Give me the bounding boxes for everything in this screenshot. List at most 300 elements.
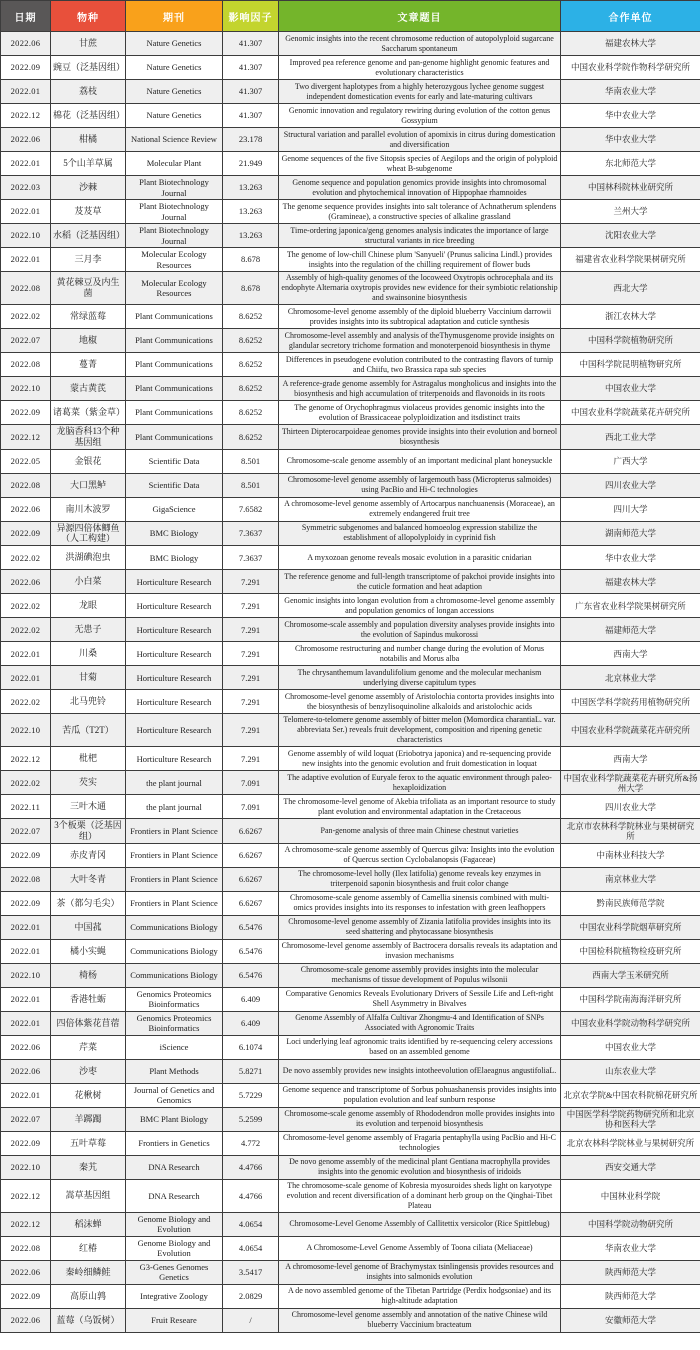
title-cell: Chromosome-level genome assembly of the diploid blueberry Vaccinium darrowii provides insights into its subtropical adaptation and cuticle synthesis: [279, 305, 561, 329]
journal-cell: Genomics Proteomics Bioinformatics: [126, 987, 223, 1011]
institute-cell: 中南林业科技大学: [561, 843, 700, 867]
institute-cell: 西安交通大学: [561, 1155, 700, 1179]
date-cell: 2022.01: [1, 666, 51, 690]
table-row: [1, 1236, 700, 1260]
table-row: [1, 329, 700, 353]
title-cell: Genome sequences of the five Sitopsis species of Aegilops and the origin of polyploid wheat B-subgenome: [279, 152, 561, 176]
date-cell: 2022.07: [1, 819, 51, 844]
impact-cell: 13.263: [223, 200, 279, 224]
table-row: [1, 425, 700, 450]
table-row: [1, 891, 700, 915]
table-row: [1, 618, 700, 642]
journal-cell: BMC Biology: [126, 521, 223, 546]
date-cell: 2022.07: [1, 1107, 51, 1131]
title-cell: Chromosome-level genome assembly of largemouth bass (Micropterus salmoides) using PacBio and Hi-C technologies: [279, 473, 561, 497]
institute-cell: 兰州大学: [561, 200, 700, 224]
institute-cell: 华中农业大学: [561, 546, 700, 570]
table-row: [1, 305, 700, 329]
journal-cell: Plant Methods: [126, 1059, 223, 1083]
institute-cell: 福建师范大学: [561, 618, 700, 642]
journal-cell: Horticulture Research: [126, 714, 223, 747]
title-cell: Thirteen Dipterocarpoideae genomes provide insights into their evolution and borneol biosynthesis: [279, 425, 561, 450]
journal-cell: Frontiers in Plant Science: [126, 819, 223, 844]
table-row: [1, 224, 700, 248]
impact-cell: 7.091: [223, 771, 279, 795]
date-cell: 2022.02: [1, 771, 51, 795]
institute-cell: 华南农业大学: [561, 1236, 700, 1260]
species-cell: 金银花: [51, 449, 126, 473]
date-cell: 2022.01: [1, 1011, 51, 1035]
species-cell: 棉花（泛基因组）: [51, 104, 126, 128]
title-cell: Chromosome-level genome assembly of Fragaria pentaphylla using PacBio and Hi-C technologies: [279, 1131, 561, 1155]
journal-cell: Plant Communications: [126, 425, 223, 450]
date-cell: 2022.08: [1, 353, 51, 377]
institute-cell: 北京农学院&中国农科院棉花研究所: [561, 1083, 700, 1107]
impact-cell: 6.409: [223, 1011, 279, 1035]
institute-cell: 中国科学院植物研究所: [561, 329, 700, 353]
title-cell: The chrysanthemum lavandulifolium genome and the molecular mechanism underlying diverse capitulum types: [279, 666, 561, 690]
impact-cell: 7.291: [223, 570, 279, 594]
date-cell: 2022.07: [1, 329, 51, 353]
impact-cell: 7.291: [223, 747, 279, 771]
date-cell: 2022.01: [1, 152, 51, 176]
species-cell: 豌豆（泛基因组）: [51, 56, 126, 80]
date-cell: 2022.02: [1, 546, 51, 570]
title-cell: Genomic innovation and regulatory rewiring during evolution of the cotton genus Gossypium: [279, 104, 561, 128]
institute-cell: 中国科学院动物研究所: [561, 1212, 700, 1236]
table-row: [1, 987, 700, 1011]
institute-cell: 四川农业大学: [561, 795, 700, 819]
species-cell: 赤皮青冈: [51, 843, 126, 867]
impact-cell: 5.7229: [223, 1083, 279, 1107]
title-cell: Chromosome-Level Genome Assembly of Callitettix versicolor (Rice Spittlebug): [279, 1212, 561, 1236]
impact-cell: 6.409: [223, 987, 279, 1011]
title-cell: The chromosome-level genome of Akebia trifoliata as an important resource to study plant evolution and environmental adaptation in the Cretaceous: [279, 795, 561, 819]
impact-cell: 8.501: [223, 473, 279, 497]
table-row: [1, 963, 700, 987]
date-cell: 2022.09: [1, 56, 51, 80]
journal-cell: Communications Biology: [126, 939, 223, 963]
table-row: [1, 1260, 700, 1284]
journal-cell: Nature Genetics: [126, 32, 223, 56]
table-row: [1, 401, 700, 425]
impact-cell: 41.307: [223, 104, 279, 128]
impact-cell: 4.0654: [223, 1212, 279, 1236]
table-row: [1, 666, 700, 690]
date-cell: 2022.06: [1, 1308, 51, 1332]
institute-cell: 西南大学玉米研究所: [561, 963, 700, 987]
impact-cell: 6.1074: [223, 1035, 279, 1059]
journal-cell: Horticulture Research: [126, 618, 223, 642]
title-cell: The chromosome-scale genome of Kobresia myosuroides sheds light on karyotype evolution and recent diversification of a dominant herb group on the Qinghai-Tibet Plateau: [279, 1179, 561, 1212]
title-cell: De novo assembly provides new insights intotheevolution ofElaeagnus angustifoliaL.: [279, 1059, 561, 1083]
journal-cell: Fruit Researe: [126, 1308, 223, 1332]
journal-cell: BMC Biology: [126, 546, 223, 570]
title-cell: Chromosome-level assembly and analysis of theThymusgenome provide insights on glandular secretory trichome formation and monoterpenoid biosynthesis in thyme: [279, 329, 561, 353]
journal-cell: Plant Communications: [126, 353, 223, 377]
table-row: [1, 939, 700, 963]
journal-cell: Integrative Zoology: [126, 1284, 223, 1308]
institute-cell: 中国科学院昆明植物研究所: [561, 353, 700, 377]
species-cell: 川桑: [51, 642, 126, 666]
species-cell: 常绿蓝莓: [51, 305, 126, 329]
institute-cell: 黔南民族师范学院: [561, 891, 700, 915]
date-cell: 2022.06: [1, 128, 51, 152]
impact-cell: 8.6252: [223, 305, 279, 329]
date-cell: 2022.09: [1, 401, 51, 425]
journal-cell: DNA Research: [126, 1155, 223, 1179]
table-row: [1, 1179, 700, 1212]
species-cell: 地椒: [51, 329, 126, 353]
date-cell: 2022.01: [1, 915, 51, 939]
institute-cell: 四川农业大学: [561, 473, 700, 497]
table-row: [1, 1155, 700, 1179]
institute-cell: 西南大学: [561, 747, 700, 771]
species-cell: 高原山鹑: [51, 1284, 126, 1308]
date-cell: 2022.12: [1, 425, 51, 450]
col-header-journal: 期刊: [126, 1, 223, 32]
species-cell: 香港牡蛎: [51, 987, 126, 1011]
date-cell: 2022.09: [1, 521, 51, 546]
date-cell: 2022.12: [1, 1212, 51, 1236]
impact-cell: 4.0654: [223, 1236, 279, 1260]
date-cell: 2022.08: [1, 1236, 51, 1260]
title-cell: Chromosome-level genome assembly and annotation of the native Chinese wild blueberry Vaccinium bracteatum: [279, 1308, 561, 1332]
journal-cell: Molecular Plant: [126, 152, 223, 176]
table-row: [1, 747, 700, 771]
impact-cell: 4.4766: [223, 1155, 279, 1179]
title-cell: A reference-grade genome assembly for Astragalus mongholicus and insights into the biosynthesis and high accumulation of triterpenoids and flavonoids in its roots: [279, 377, 561, 401]
journal-cell: Frontiers in Plant Science: [126, 867, 223, 891]
date-cell: 2022.09: [1, 843, 51, 867]
title-cell: Loci underlying leaf agronomic traits identified by re-sequencing celery accessions based on an assembled genome: [279, 1035, 561, 1059]
journal-cell: Communications Biology: [126, 963, 223, 987]
institute-cell: 福建农林大学: [561, 32, 700, 56]
impact-cell: 41.307: [223, 56, 279, 80]
impact-cell: 7.291: [223, 594, 279, 618]
date-cell: 2022.08: [1, 473, 51, 497]
date-cell: 2022.11: [1, 795, 51, 819]
journal-cell: Plant Biotechnology Journal: [126, 224, 223, 248]
impact-cell: 8.6252: [223, 377, 279, 401]
journal-cell: Plant Communications: [126, 305, 223, 329]
impact-cell: 5.8271: [223, 1059, 279, 1083]
institute-cell: 北京农林科学院林业与果树研究所: [561, 1131, 700, 1155]
title-cell: The adaptive evolution of Euryale ferox to the aquatic environment through paleo-hexaploidization: [279, 771, 561, 795]
species-cell: 3个板栗（泛基因组）: [51, 819, 126, 844]
species-cell: 蓝莓（乌饭树）: [51, 1308, 126, 1332]
institute-cell: 中国检科院植物检疫研究所: [561, 939, 700, 963]
table-row: [1, 377, 700, 401]
impact-cell: 6.5476: [223, 915, 279, 939]
impact-cell: 8.678: [223, 248, 279, 272]
impact-cell: 7.291: [223, 690, 279, 714]
journal-cell: Horticulture Research: [126, 666, 223, 690]
title-cell: Symmetric subgenomes and balanced homoeolog expression stabilize the establishment of allopolyploidy in cyprinid fish: [279, 521, 561, 546]
title-cell: Chromosome-level genome assembly of Zizania latifolia provides insights into its seed shattering and phytocassane biosynthesis: [279, 915, 561, 939]
date-cell: 2022.10: [1, 963, 51, 987]
title-cell: Genome sequence and transcriptome of Sorbus pohuashanensis provides insights into population evolution and leaf sunburn response: [279, 1083, 561, 1107]
impact-cell: 8.6252: [223, 353, 279, 377]
table-row: [1, 353, 700, 377]
institute-cell: 北京林业大学: [561, 666, 700, 690]
impact-cell: 7.291: [223, 714, 279, 747]
col-header-species: 物种: [51, 1, 126, 32]
impact-cell: /: [223, 1308, 279, 1332]
impact-cell: 6.5476: [223, 963, 279, 987]
journal-cell: BMC Plant Biology: [126, 1107, 223, 1131]
institute-cell: 北京市农林科学院林业与果树研究所: [561, 819, 700, 844]
journal-cell: Plant Biotechnology Journal: [126, 200, 223, 224]
institute-cell: 中国农业科学院蔬菜花卉研究所: [561, 714, 700, 747]
impact-cell: 5.2599: [223, 1107, 279, 1131]
table-row: [1, 176, 700, 200]
impact-cell: 6.5476: [223, 939, 279, 963]
table-row: [1, 56, 700, 80]
impact-cell: 21.949: [223, 152, 279, 176]
date-cell: 2022.01: [1, 80, 51, 104]
impact-cell: 7.6582: [223, 497, 279, 521]
species-cell: 红椿: [51, 1236, 126, 1260]
species-cell: 花楸树: [51, 1083, 126, 1107]
journal-cell: Frontiers in Plant Science: [126, 843, 223, 867]
journal-cell: Nature Genetics: [126, 56, 223, 80]
journal-cell: iScience: [126, 1035, 223, 1059]
journal-cell: GigaScience: [126, 497, 223, 521]
species-cell: 大口黑鲈: [51, 473, 126, 497]
species-cell: 枇杷: [51, 747, 126, 771]
title-cell: Assembly of high-quality genomes of the locoweed Oxytropis ochrocephala and its endophyte Alternaria oxytropis provides new evidence for their symbiotic relationship and swainsonine biosynthesis: [279, 272, 561, 305]
impact-cell: 8.6252: [223, 401, 279, 425]
table-row: [1, 1131, 700, 1155]
journal-cell: Plant Communications: [126, 377, 223, 401]
impact-cell: 7.091: [223, 795, 279, 819]
institute-cell: 浙江农林大学: [561, 305, 700, 329]
header-row: [1, 1, 700, 32]
institute-cell: 广西大学: [561, 449, 700, 473]
date-cell: 2022.06: [1, 1059, 51, 1083]
impact-cell: 7.3637: [223, 521, 279, 546]
journal-cell: Nature Genetics: [126, 104, 223, 128]
title-cell: Pan-genome analysis of three main Chinese chestnut varieties: [279, 819, 561, 844]
journal-cell: Frontiers in Plant Science: [126, 891, 223, 915]
table-row: [1, 690, 700, 714]
table-row: [1, 104, 700, 128]
title-cell: Chromosome-scale genome assembly of Camellia sinensis combined with multi-omics provides insights into its responses to infestation with green leafhoppers: [279, 891, 561, 915]
table-row: [1, 546, 700, 570]
title-cell: Chromosome-scale genome assembly provides insights into the molecular mechanisms of tissue development of Populus wilsonii: [279, 963, 561, 987]
table-row: [1, 1284, 700, 1308]
date-cell: 2022.02: [1, 690, 51, 714]
institute-cell: 西北大学: [561, 272, 700, 305]
species-cell: 苦瓜（T2T）: [51, 714, 126, 747]
species-cell: 稻沫蝉: [51, 1212, 126, 1236]
journal-cell: Molecular Ecology Resources: [126, 248, 223, 272]
journal-cell: Horticulture Research: [126, 690, 223, 714]
date-cell: 2022.06: [1, 32, 51, 56]
species-cell: 三叶木通: [51, 795, 126, 819]
title-cell: Time-ordering japonica/geng genomes analysis indicates the importance of large structural variants in rice breeding: [279, 224, 561, 248]
species-cell: 无患子: [51, 618, 126, 642]
date-cell: 2022.02: [1, 594, 51, 618]
date-cell: 2022.01: [1, 642, 51, 666]
species-cell: 荔枝: [51, 80, 126, 104]
table-row: [1, 1035, 700, 1059]
date-cell: 2022.10: [1, 377, 51, 401]
species-cell: 水稻（泛基因组）: [51, 224, 126, 248]
date-cell: 2022.06: [1, 570, 51, 594]
journal-cell: Molecular Ecology Resources: [126, 272, 223, 305]
species-cell: 异源四倍体鲫鱼（人工构建）: [51, 521, 126, 546]
species-cell: 芹菜: [51, 1035, 126, 1059]
journal-cell: Horticulture Research: [126, 642, 223, 666]
table-row: [1, 795, 700, 819]
title-cell: Structural variation and parallel evolution of apomixis in citrus during domestication and diversification: [279, 128, 561, 152]
title-cell: The genome sequence provides insights into salt tolerance of Achnatherum splendens (Gramineae), a constructive species of alkaline grassland: [279, 200, 561, 224]
table-row: [1, 642, 700, 666]
title-cell: Chromosome-level genome assembly of Aristolochia contorta provides insights into the biosynthesis of benzylisoquinoline alkaloids and aristolochic acids: [279, 690, 561, 714]
impact-cell: 7.291: [223, 642, 279, 666]
title-cell: A Chromosome-Level Genome Assembly of Toona ciliata (Meliaceae): [279, 1236, 561, 1260]
institute-cell: 东北师范大学: [561, 152, 700, 176]
institute-cell: 陕西师范大学: [561, 1260, 700, 1284]
impact-cell: 13.263: [223, 176, 279, 200]
impact-cell: 7.291: [223, 666, 279, 690]
title-cell: The genome of low-chill Chinese plum 'Sanyueli' (Prunus salicina Lindl.) provides insights into the regulation of the chilling requirement of flower buds: [279, 248, 561, 272]
institute-cell: 福建省农业科学院果树研究所: [561, 248, 700, 272]
institute-cell: 中国农业大学: [561, 1035, 700, 1059]
title-cell: Genomic insights into the recent chromosome reduction of autopolyploid sugarcane Saccharum spontaneum: [279, 32, 561, 56]
species-cell: 椅杨: [51, 963, 126, 987]
institute-cell: 中国林科院林业研究所: [561, 176, 700, 200]
table-row: [1, 521, 700, 546]
impact-cell: 4.4766: [223, 1179, 279, 1212]
species-cell: 柑橘: [51, 128, 126, 152]
institute-cell: 中国农业科学院蔬菜花卉研究所: [561, 401, 700, 425]
table-row: [1, 80, 700, 104]
species-cell: 甘蔗: [51, 32, 126, 56]
impact-cell: 8.6252: [223, 425, 279, 450]
species-cell: 甘菊: [51, 666, 126, 690]
date-cell: 2022.06: [1, 1035, 51, 1059]
institute-cell: 西北工业大学: [561, 425, 700, 450]
impact-cell: 8.501: [223, 449, 279, 473]
title-cell: Telomere-to-telomere genome assembly of bitter melon (Momordica charantiaL. var. abbreviata Ser.) reveals fruit development, composition and ripening genetic characteristics: [279, 714, 561, 747]
table-row: [1, 771, 700, 795]
species-cell: 羊踯躅: [51, 1107, 126, 1131]
table-row: [1, 152, 700, 176]
title-cell: The reference genome and full-length transcriptome of pakchoi provide insights into the cuticle formation and heat adaption: [279, 570, 561, 594]
impact-cell: 23.178: [223, 128, 279, 152]
date-cell: 2022.10: [1, 714, 51, 747]
title-cell: Genomic insights into longan evolution from a chromosome-level genome assembly and population genomics of longan accessions: [279, 594, 561, 618]
date-cell: 2022.08: [1, 867, 51, 891]
impact-cell: 41.307: [223, 32, 279, 56]
species-cell: 大叶冬青: [51, 867, 126, 891]
title-cell: De novo genome assembly of the medicinal plant Gentiana macrophylla provides insights into the genomic evolution and biosynthesis of iridoids: [279, 1155, 561, 1179]
journal-cell: Genome Biology and Evolution: [126, 1212, 223, 1236]
species-cell: 秦艽: [51, 1155, 126, 1179]
species-cell: 南川木波罗: [51, 497, 126, 521]
institute-cell: 湖南师范大学: [561, 521, 700, 546]
species-cell: 龙脑香科13个种基因组: [51, 425, 126, 450]
impact-cell: 8.678: [223, 272, 279, 305]
journal-cell: Horticulture Research: [126, 594, 223, 618]
species-cell: 五叶草莓: [51, 1131, 126, 1155]
title-cell: A de novo assembled genome of the Tibetan Partridge (Perdix hodgsoniae) and its high-altitude adaptation: [279, 1284, 561, 1308]
institute-cell: 广东省农业科学院果树研究所: [561, 594, 700, 618]
species-cell: 诸葛菜（紫金草）: [51, 401, 126, 425]
title-cell: The chromosome-level holly (Ilex latifolia) genome reveals key enzymes in triterpenoid saponin biosynthesis and fruit color change: [279, 867, 561, 891]
journal-cell: G3-Genes Genomes Genetics: [126, 1260, 223, 1284]
date-cell: 2022.01: [1, 248, 51, 272]
species-cell: 龙眼: [51, 594, 126, 618]
table-row: [1, 915, 700, 939]
date-cell: 2022.08: [1, 272, 51, 305]
impact-cell: 3.5417: [223, 1260, 279, 1284]
table-row: [1, 867, 700, 891]
journal-cell: Frontiers in Genetics: [126, 1131, 223, 1155]
date-cell: 2022.12: [1, 104, 51, 128]
table-row: [1, 1308, 700, 1332]
table-row: [1, 272, 700, 305]
table-row: [1, 200, 700, 224]
journal-cell: Horticulture Research: [126, 747, 223, 771]
table-row: [1, 1011, 700, 1035]
table-row: [1, 1059, 700, 1083]
species-cell: 蒙古黄芪: [51, 377, 126, 401]
title-cell: Chromosome-scale genome assembly of an important medicinal plant honeysuckle: [279, 449, 561, 473]
col-header-impact: 影响因子: [223, 1, 279, 32]
institute-cell: 中国农业大学: [561, 377, 700, 401]
title-cell: Genome sequence and population genomics provide insights into chromosomal evolution and phytochemical innovation of Hippophae rhamnoides: [279, 176, 561, 200]
title-cell: Chromosome restructuring and number change during the evolution of Morus notabilis and Morus alba: [279, 642, 561, 666]
species-cell: 蔓菁: [51, 353, 126, 377]
date-cell: 2022.12: [1, 747, 51, 771]
species-cell: 橘小实蝇: [51, 939, 126, 963]
col-header-title: 文章题目: [279, 1, 561, 32]
species-cell: 小白菜: [51, 570, 126, 594]
table-row: [1, 819, 700, 844]
institute-cell: 中国医学科学院药用植物研究所: [561, 690, 700, 714]
title-cell: Chromosome-scale assembly and population diversity analyses provide insights into the evolution of Sapindus mukorossi: [279, 618, 561, 642]
species-cell: 沙棘: [51, 176, 126, 200]
species-cell: 沙枣: [51, 1059, 126, 1083]
date-cell: 2022.01: [1, 939, 51, 963]
institute-cell: 中国科学院南海海洋研究所: [561, 987, 700, 1011]
species-cell: 茶（都匀毛尖）: [51, 891, 126, 915]
journal-cell: the plant journal: [126, 795, 223, 819]
institute-cell: 华中农业大学: [561, 104, 700, 128]
impact-cell: 7.291: [223, 618, 279, 642]
institute-cell: 中国农业科学院烟草研究所: [561, 915, 700, 939]
date-cell: 2022.06: [1, 497, 51, 521]
date-cell: 2022.09: [1, 1284, 51, 1308]
institute-cell: 福建农林大学: [561, 570, 700, 594]
date-cell: 2022.01: [1, 200, 51, 224]
date-cell: 2022.06: [1, 1260, 51, 1284]
title-cell: Improved pea reference genome and pan-genome highlight genomic features and evolutionary characteristics: [279, 56, 561, 80]
title-cell: Differences in pseudogene evolution contributed to the contrasting flavors of turnip and Chiifu, two Brassica rapa sub species: [279, 353, 561, 377]
species-cell: 秦岭细鳞鲑: [51, 1260, 126, 1284]
date-cell: 2022.09: [1, 891, 51, 915]
journal-cell: Horticulture Research: [126, 570, 223, 594]
impact-cell: 13.263: [223, 224, 279, 248]
title-cell: The genome of Orychophragmus violaceus provides genomic insights into the evolution of Brassicaceae polyploidization and itsdistinct traits: [279, 401, 561, 425]
date-cell: 2022.02: [1, 618, 51, 642]
journal-cell: the plant journal: [126, 771, 223, 795]
institute-cell: 中国林业科学院: [561, 1179, 700, 1212]
